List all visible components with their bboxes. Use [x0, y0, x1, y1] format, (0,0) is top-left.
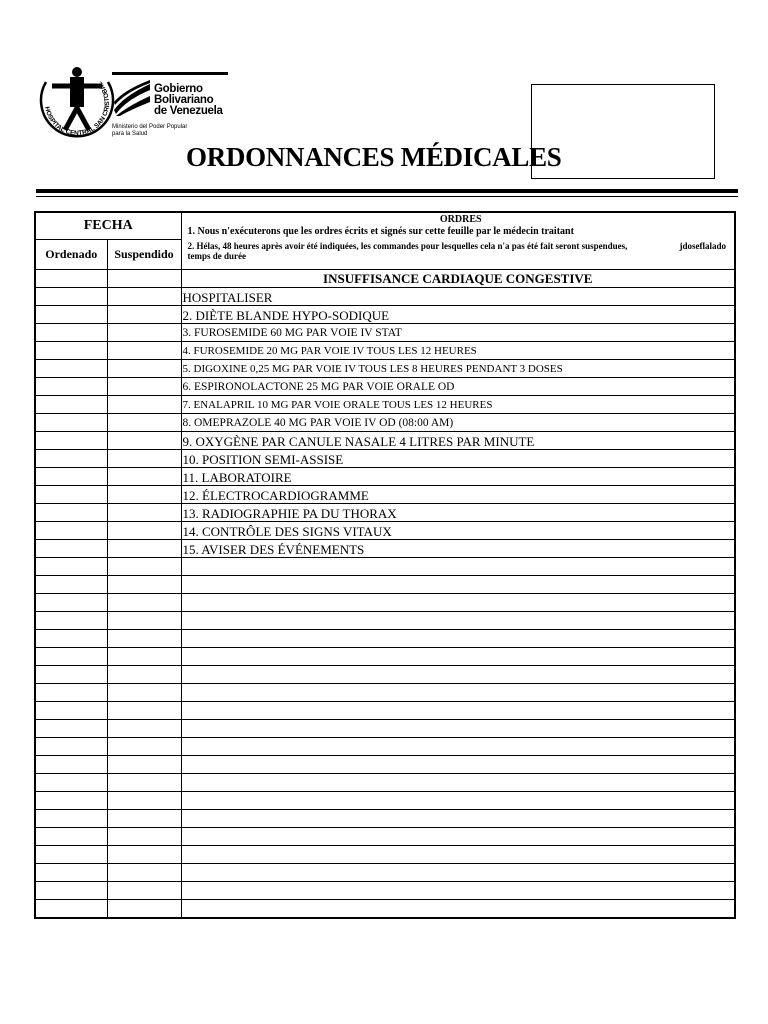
blank-row [35, 810, 735, 828]
ordered-cell[interactable] [35, 468, 107, 486]
blank-row [35, 756, 735, 774]
flag-icon [112, 80, 152, 116]
order-line: 3. FUROSEMIDE 60 MG PAR VOIE IV STAT [181, 324, 735, 342]
suspended-cell[interactable] [107, 702, 181, 720]
suspended-cell[interactable] [107, 396, 181, 414]
ordered-cell[interactable] [35, 486, 107, 504]
ordered-header: Ordenado [35, 240, 107, 270]
ordered-cell[interactable] [35, 324, 107, 342]
blank-row [35, 558, 735, 576]
blank-row [35, 864, 735, 882]
suspended-cell[interactable] [107, 774, 181, 792]
order-line: 2. DIÈTE BLANDE HYPO-SODIQUE [181, 306, 735, 324]
suspended-cell[interactable] [107, 486, 181, 504]
blank-row [35, 702, 735, 720]
order-line: 14. CONTRÔLE DES SIGNS VITAUX [181, 522, 735, 540]
government-line-3: de Venezuela [154, 105, 223, 117]
ordered-cell[interactable] [35, 810, 107, 828]
blank-row [35, 684, 735, 702]
order-cell[interactable] [181, 630, 735, 648]
ordered-cell[interactable] [35, 396, 107, 414]
suspended-cell[interactable] [107, 648, 181, 666]
suspended-cell[interactable] [107, 576, 181, 594]
order-line: 4. FUROSEMIDE 20 MG PAR VOIE IV TOUS LES 12 HEURES [181, 342, 735, 360]
government-line-1: Gobierno [154, 83, 203, 95]
page-title: ORDONNANCES MÉDICALES [186, 142, 562, 172]
ordered-cell[interactable] [35, 900, 107, 919]
suspended-cell[interactable] [107, 810, 181, 828]
ordered-cell[interactable] [35, 306, 107, 324]
government-name [154, 84, 223, 117]
suspended-cell[interactable] [107, 666, 181, 684]
logo-rule [112, 72, 228, 75]
suspended-header: Suspendido [107, 240, 181, 270]
header-rule-thin [36, 196, 738, 197]
suspended-cell[interactable] [107, 864, 181, 882]
ordered-cell[interactable] [35, 666, 107, 684]
suspended-cell[interactable] [107, 846, 181, 864]
blank-row [35, 612, 735, 630]
blank-row [35, 720, 735, 738]
order-line: 10. POSITION SEMI-ASSISE [181, 450, 735, 468]
suspended-cell[interactable] [107, 468, 181, 486]
order-cell[interactable] [181, 774, 735, 792]
blank-row [35, 792, 735, 810]
suspended-cell[interactable] [107, 630, 181, 648]
suspended-cell[interactable] [107, 270, 181, 288]
blank-rows [35, 558, 735, 919]
order-cell[interactable] [181, 756, 735, 774]
ordered-cell[interactable] [35, 720, 107, 738]
suspended-cell[interactable] [107, 522, 181, 540]
suspended-cell[interactable] [107, 414, 181, 432]
ordered-cell[interactable] [35, 558, 107, 576]
hospital-seal-icon [38, 64, 116, 142]
ordered-cell[interactable] [35, 756, 107, 774]
seal-text: HOSPITAL CENTRAL SAN CRISTOBAL [43, 79, 112, 138]
ordered-cell[interactable] [35, 630, 107, 648]
header-rule-thick [36, 189, 738, 193]
orders-header-cell [181, 212, 735, 270]
blank-row [35, 648, 735, 666]
suspended-cell[interactable] [107, 342, 181, 360]
ordered-cell[interactable] [35, 792, 107, 810]
order-cell[interactable] [181, 666, 735, 684]
ordered-cell[interactable] [35, 288, 107, 306]
ordered-cell[interactable] [35, 432, 107, 450]
ordered-cell[interactable] [35, 450, 107, 468]
order-line: 13. RADIOGRAPHIE PA DU THORAX [181, 504, 735, 522]
blank-row [35, 882, 735, 900]
ordered-cell[interactable] [35, 342, 107, 360]
ordered-cell[interactable] [35, 540, 107, 558]
blank-row [35, 828, 735, 846]
ordered-cell[interactable] [35, 414, 107, 432]
suspended-cell[interactable] [107, 594, 181, 612]
blank-row [35, 846, 735, 864]
order-line: 5. DIGOXINE 0,25 MG PAR VOIE IV TOUS LES 8 HEURES PENDANT 3 DOSES [181, 360, 735, 378]
order-line: 7. ENALAPRIL 10 MG PAR VOIE ORALE TOUS LES 12 HEURES [181, 396, 735, 414]
suspended-cell[interactable] [107, 378, 181, 396]
suspended-cell[interactable] [107, 504, 181, 522]
note-3: temps de durée [187, 251, 246, 261]
suspended-cell[interactable] [107, 882, 181, 900]
ordered-cell[interactable] [35, 594, 107, 612]
ordered-cell[interactable] [35, 882, 107, 900]
ordered-cell[interactable] [35, 504, 107, 522]
order-line: 9. OXYGÈNE PAR CANULE NASALE 4 LITRES PAR MINUTE [181, 432, 735, 450]
order-cell[interactable] [181, 882, 735, 900]
order-cell[interactable] [181, 558, 735, 576]
ordered-cell[interactable] [35, 378, 107, 396]
order-cell[interactable] [181, 810, 735, 828]
suspended-cell[interactable] [107, 612, 181, 630]
orders-table [34, 211, 736, 919]
ministry-line-2: para la Salud [112, 131, 148, 137]
condition-heading: INSUFFISANCE CARDIAQUE CONGESTIVE [181, 270, 735, 288]
order-line: 11. LABORATOIRE [181, 468, 735, 486]
ordered-cell[interactable] [35, 360, 107, 378]
suspended-cell[interactable] [107, 540, 181, 558]
suspended-cell[interactable] [107, 738, 181, 756]
suspended-cell[interactable] [107, 432, 181, 450]
suspended-cell[interactable] [107, 324, 181, 342]
suspended-cell[interactable] [107, 288, 181, 306]
header-logos [38, 60, 238, 150]
order-cell[interactable] [181, 684, 735, 702]
blank-row [35, 594, 735, 612]
blank-row [35, 738, 735, 756]
order-line: 8. OMEPRAZOLE 40 MG PAR VOIE IV OD (08:00 AM) [181, 414, 735, 432]
order-line: 15. AVISER DES ÉVÉNEMENTS [181, 540, 735, 558]
ordered-cell[interactable] [35, 522, 107, 540]
order-cell[interactable] [181, 594, 735, 612]
suspended-cell[interactable] [107, 558, 181, 576]
order-cell[interactable] [181, 702, 735, 720]
suspended-cell[interactable] [107, 306, 181, 324]
ministry-name [112, 124, 187, 138]
ordered-cell[interactable] [35, 828, 107, 846]
blank-row [35, 630, 735, 648]
order-cell[interactable] [181, 828, 735, 846]
signature: jdoseflalado [679, 241, 726, 251]
ordered-cell[interactable] [35, 774, 107, 792]
date-header: FECHA [35, 212, 181, 240]
ordered-cell[interactable] [35, 576, 107, 594]
blank-row [35, 900, 735, 919]
blank-row [35, 576, 735, 594]
order-cell[interactable] [181, 864, 735, 882]
suspended-cell[interactable] [107, 720, 181, 738]
suspended-cell[interactable] [107, 828, 181, 846]
blank-row [35, 666, 735, 684]
ordered-cell[interactable] [35, 612, 107, 630]
suspended-cell[interactable] [107, 756, 181, 774]
suspended-cell[interactable] [107, 450, 181, 468]
order-cell[interactable] [181, 846, 735, 864]
suspended-cell[interactable] [107, 792, 181, 810]
order-cell[interactable] [181, 792, 735, 810]
note-1: 1. Nous n'exécuterons que les ordres écrits et signés sur cette feuille par le médecin traitant [187, 226, 574, 237]
ordered-cell[interactable] [35, 270, 107, 288]
order-cell[interactable] [181, 576, 735, 594]
note-2: 2. Hélas, 48 heures après avoir été indiquées, les commandes pour lesquelles cela n'a pas été fait seront suspendues, [187, 241, 628, 251]
order-cell[interactable] [181, 612, 735, 630]
ordered-cell[interactable] [35, 846, 107, 864]
blank-row [35, 774, 735, 792]
orders-header: ORDRES [439, 214, 482, 225]
order-line: HOSPITALISER [181, 288, 735, 306]
suspended-cell[interactable] [107, 900, 181, 919]
order-cell[interactable] [181, 738, 735, 756]
ordered-cell[interactable] [35, 864, 107, 882]
order-line: 12. ÉLECTROCARDIOGRAMME [181, 486, 735, 504]
order-line: 6. ESPIRONOLACTONE 25 MG PAR VOIE ORALE OD [181, 378, 735, 396]
government-line-2: Bolivariano [154, 94, 214, 106]
ministry-line-1: Ministerio del Poder Popular [112, 124, 188, 130]
suspended-cell[interactable] [107, 360, 181, 378]
order-cell[interactable] [181, 900, 735, 919]
ordered-cell[interactable] [35, 702, 107, 720]
order-cell[interactable] [181, 720, 735, 738]
ordered-cell[interactable] [35, 684, 107, 702]
suspended-cell[interactable] [107, 684, 181, 702]
ordered-cell[interactable] [35, 648, 107, 666]
ordered-cell[interactable] [35, 738, 107, 756]
order-cell[interactable] [181, 648, 735, 666]
